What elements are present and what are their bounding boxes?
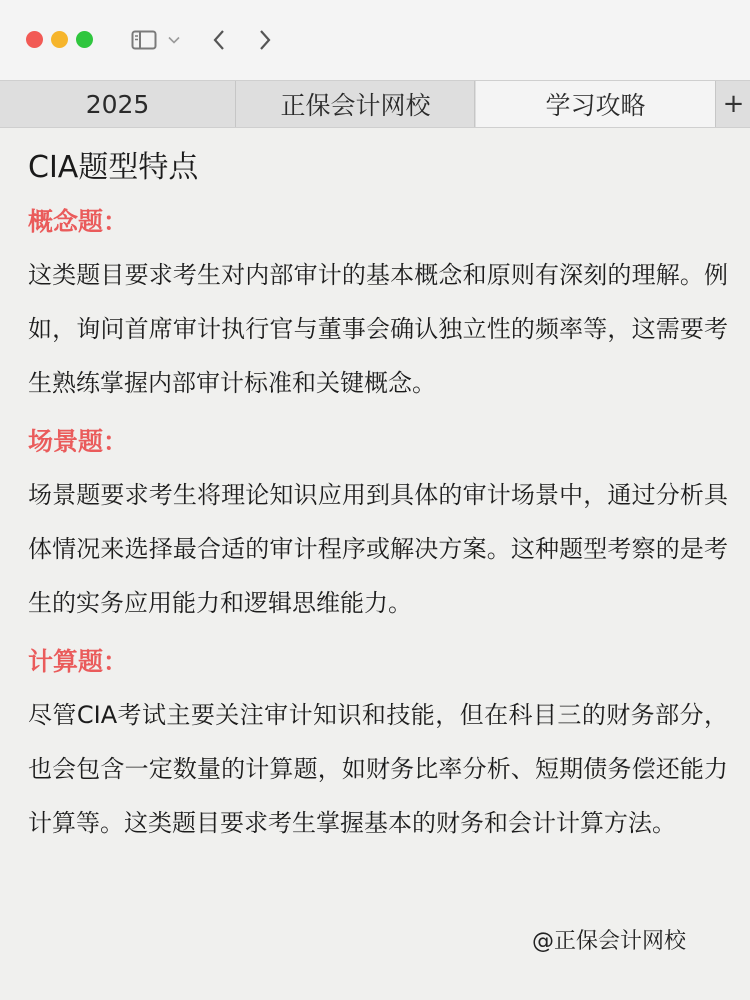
- chevron-down-icon[interactable]: [165, 26, 183, 54]
- section-body-concept: 这类题目要求考生对内部审计的基本概念和原则有深刻的理解。例如，询问首席审计执行官与董事会确认独立性的频率等，这需要考生熟练掌握内部审计标准和关键概念。: [28, 261, 728, 397]
- close-window-button[interactable]: [26, 31, 43, 48]
- tab-zhengbao[interactable]: 正保会计网校: [237, 81, 475, 127]
- forward-arrow-icon[interactable]: [250, 26, 280, 54]
- zoom-window-button[interactable]: [76, 31, 93, 48]
- new-tab-button[interactable]: +: [722, 89, 745, 119]
- back-arrow-icon[interactable]: [204, 26, 234, 54]
- minimize-window-button[interactable]: [51, 31, 68, 48]
- tab-bar: [0, 80, 750, 128]
- section-body-calculation: 尽管CIA考试主要关注审计知识和技能，但在科目三的财务部分，也会包含一定数量的计算题，如财务比率分析、短期债务偿还能力计算等。这类题目要求考生掌握基本的财务和会计计算方法。: [28, 701, 728, 837]
- sidebar-toggle-icon[interactable]: [130, 26, 158, 54]
- source-tag: @正保会计网校: [532, 929, 687, 954]
- section-heading-calculation: 计算题：: [28, 647, 129, 676]
- tab-2025[interactable]: 2025: [0, 81, 236, 127]
- tab-study-guide[interactable]: 学习攻略: [476, 81, 716, 127]
- window-titlebar: [0, 0, 750, 80]
- section-heading-scenario: 场景题：: [28, 427, 129, 456]
- section-body-scenario: 场景题要求考生将理论知识应用到具体的审计场景中，通过分析具体情况来选择最合适的审计程序或解决方案。这种题型考察的是考生的实务应用能力和逻辑思维能力。: [28, 481, 728, 617]
- section-heading-concept: 概念题：: [28, 207, 129, 236]
- page-title: CIA题型特点: [28, 150, 199, 185]
- article-content: [28, 128, 728, 850]
